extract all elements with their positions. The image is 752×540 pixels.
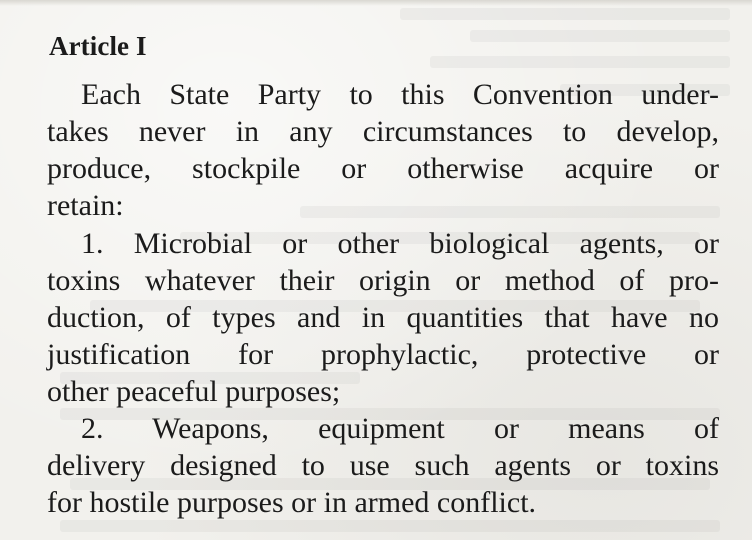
- paragraph-line: takes never in any circumstances to develop,: [47, 115, 719, 148]
- paragraph-line: Each State Party to this Convention under-: [81, 78, 719, 111]
- list-item-2-line: 2. Weapons, equipment or means of: [81, 412, 719, 445]
- list-item-1-line: other peaceful purposes;: [47, 375, 341, 408]
- page-top-edge: [0, 0, 752, 6]
- list-item-1-line: duction, of types and in quantities that have no: [47, 301, 719, 334]
- article-heading: Article I: [49, 31, 147, 61]
- list-item-1-line: toxins whatever their origin or method of pro-: [47, 264, 719, 297]
- list-item-1-line: 1. Microbial or other biological agents, or: [81, 227, 719, 260]
- list-item-2-line: for hostile purposes or in armed conflict.: [47, 486, 537, 519]
- list-item-2-line: delivery designed to use such agents or toxins: [47, 449, 719, 482]
- paragraph-line: produce, stockpile or otherwise acquire or: [47, 152, 719, 185]
- list-item-1-line: justification for prophylactic, protective or: [47, 338, 719, 371]
- paragraph-line: retain:: [47, 189, 124, 222]
